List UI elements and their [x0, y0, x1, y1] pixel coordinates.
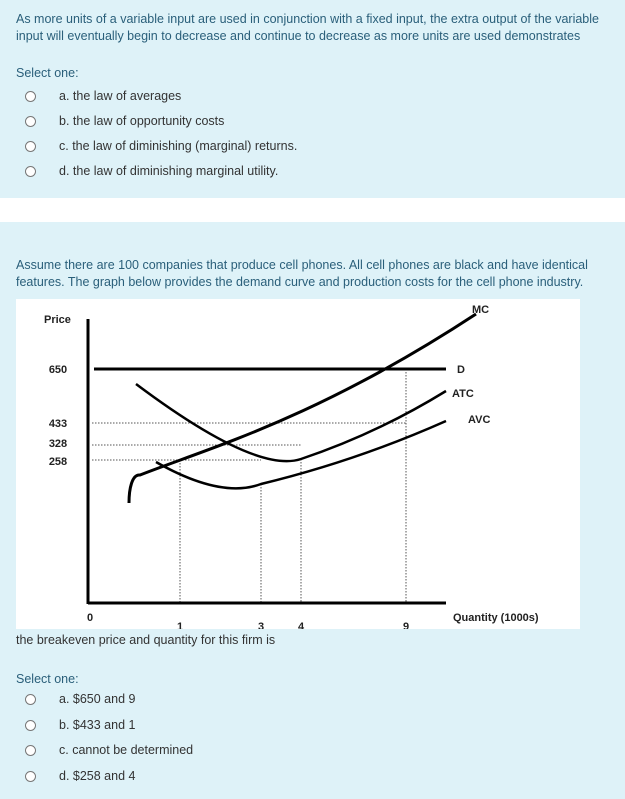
option-label: d. the law of diminishing marginal utility.	[59, 164, 279, 178]
question-2-option-b[interactable]	[25, 716, 136, 734]
mc-label: MC	[472, 304, 490, 316]
question-1-option-b[interactable]	[25, 112, 225, 130]
option-label: b. $433 and 1	[59, 718, 136, 732]
question-2-option-c[interactable]	[25, 741, 194, 759]
radio-icon[interactable]	[25, 91, 36, 102]
price-tick-650: 650	[48, 364, 68, 376]
atc-label: ATC	[452, 388, 474, 400]
quantity-tick-4: 4	[297, 621, 305, 629]
option-label: a. the law of averages	[59, 89, 182, 103]
question-1-option-a[interactable]	[25, 87, 182, 105]
option-label: c. cannot be determined	[59, 743, 194, 757]
radio-icon[interactable]	[25, 166, 36, 177]
quantity-tick-3: 3	[257, 621, 265, 629]
x-axis-label: Quantity (1000s)	[453, 612, 539, 624]
cost-demand-graph	[16, 299, 580, 629]
question-2-select-label: Select one:	[16, 672, 79, 686]
price-tick-258: 258	[48, 456, 68, 468]
question-1-option-d[interactable]	[25, 162, 279, 180]
radio-icon[interactable]	[25, 116, 36, 127]
option-label: a. $650 and 9	[59, 692, 136, 706]
option-label: c. the law of diminishing (marginal) returns.	[59, 139, 298, 153]
quantity-tick-9: 9	[402, 621, 410, 629]
radio-icon[interactable]	[25, 141, 36, 152]
option-label: d. $258 and 4	[59, 769, 136, 783]
price-tick-328: 328	[48, 438, 68, 450]
question-2-text: Assume there are 100 companies that produce cell phones. All cell phones are black and have identical features. The graph below provides the demand curve and production costs for the cell phone industry.	[16, 258, 588, 289]
question-1-select-label: Select one:	[16, 66, 79, 80]
question-2-option-a[interactable]	[25, 690, 136, 708]
radio-icon[interactable]	[25, 720, 36, 731]
avc-label: AVC	[468, 414, 491, 426]
radio-icon[interactable]	[25, 694, 36, 705]
demand-label: D	[457, 364, 465, 376]
question-1-panel	[0, 0, 625, 198]
question-1-text: As more units of a variable input are used in conjunction with a fixed input, the extra output of the variable input will eventually begin to decrease and continue to decrease as more units are used demonstrates	[16, 12, 599, 43]
question-2-prompt: the breakeven price and quantity for this firm is	[16, 633, 276, 647]
quantity-tick-1: 1	[176, 621, 184, 629]
y-axis-label: Price	[44, 314, 71, 326]
price-tick-433: 433	[48, 418, 68, 430]
question-1-option-c[interactable]	[25, 137, 298, 155]
radio-icon[interactable]	[25, 745, 36, 756]
option-label: b. the law of opportunity costs	[59, 114, 225, 128]
radio-icon[interactable]	[25, 771, 36, 782]
question-2-option-d[interactable]	[25, 767, 136, 785]
quantity-tick-0: 0	[86, 612, 94, 624]
